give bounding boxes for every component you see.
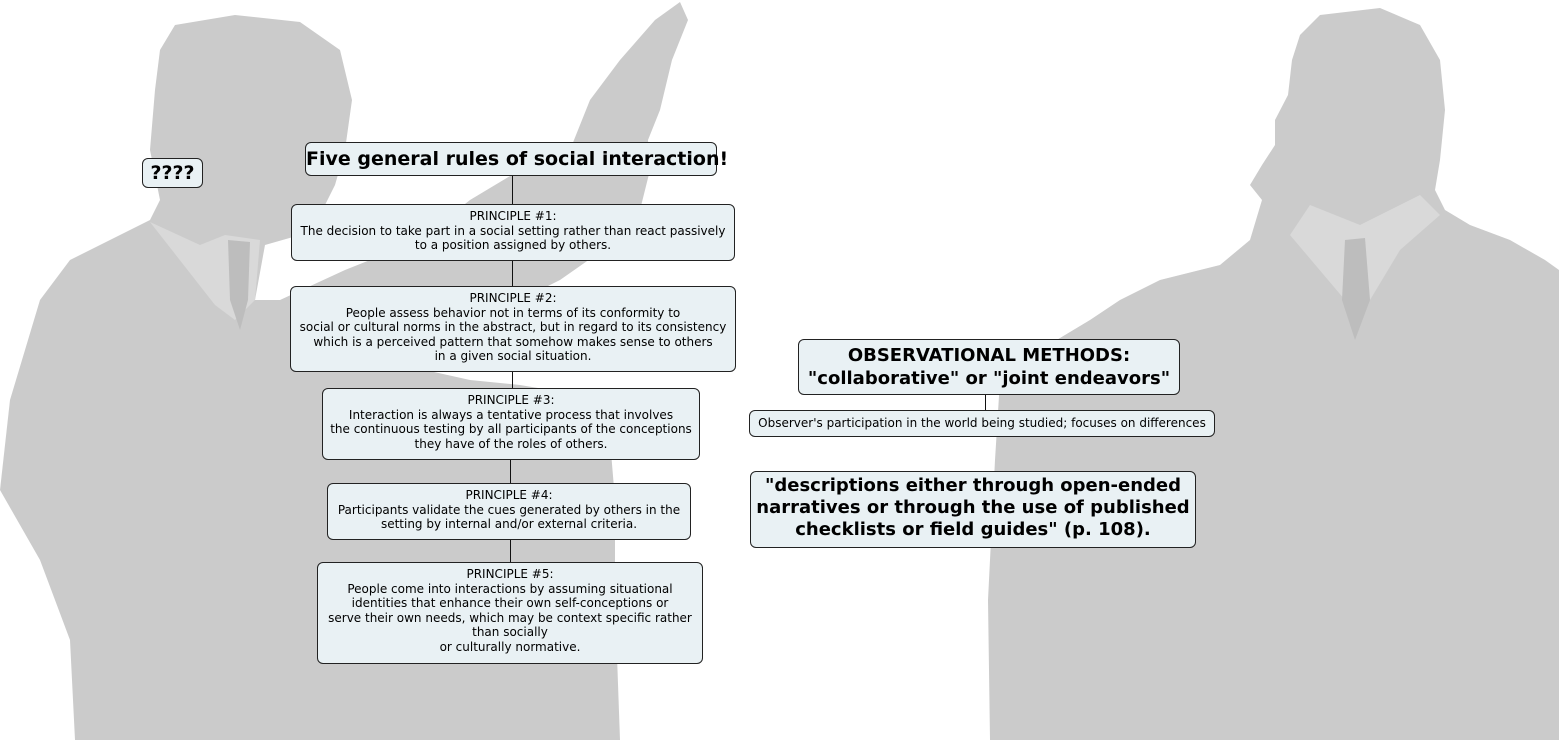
principle-3-line: Interaction is always a tentative process that involves — [348, 407, 674, 422]
observational-methods-title: OBSERVATIONAL METHODS: — [847, 345, 1131, 366]
principle-2-node[interactable] — [290, 286, 736, 372]
connector-p2-p3 — [512, 371, 513, 389]
principle-5-line: or culturally normative. — [439, 639, 581, 654]
principle-5-line: serve their own needs, which may be context specific rather — [328, 610, 692, 625]
question-node[interactable] — [142, 158, 203, 188]
connector-p4-p5 — [510, 539, 511, 563]
principle-3-line: the continuous testing by all participants of the conceptions — [330, 422, 692, 437]
quote-node[interactable] — [750, 471, 1196, 548]
connector-p1-p2 — [512, 260, 513, 287]
connector-observational-detail — [985, 395, 986, 410]
quote-line: narratives or through the use of published — [756, 497, 1190, 518]
quote-line: checklists or field guides" (p. 108). — [795, 519, 1151, 540]
observational-detail-node[interactable] — [749, 410, 1215, 437]
principle-1-node[interactable] — [291, 204, 735, 261]
connector-p3-p4 — [510, 459, 511, 483]
principle-2-line: in a given social situation. — [434, 349, 592, 364]
principle-5-line: identities that enhance their own self-conceptions or — [351, 596, 669, 611]
quote-line: "descriptions either through open-ended — [764, 475, 1182, 496]
observational-methods-subtitle: "collaborative" or "joint endeavors" — [807, 368, 1171, 389]
principle-4-node[interactable] — [327, 483, 691, 540]
principle-5-heading: PRINCIPLE #5: — [466, 567, 554, 581]
principle-2-heading: PRINCIPLE #2: — [469, 291, 557, 305]
principle-2-line: which is a perceived pattern that somehow makes sense to others — [313, 334, 713, 349]
question-text: ???? — [150, 162, 195, 184]
connector-title-p1 — [512, 176, 513, 204]
observational-methods-node[interactable] — [798, 339, 1180, 395]
principle-4-line: Participants validate the cues generated by others in the — [337, 502, 681, 517]
principle-2-line: social or cultural norms in the abstract, but in regard to its consistency — [299, 320, 727, 335]
principle-5-line: than socially — [472, 625, 548, 640]
principle-3-heading: PRINCIPLE #3: — [467, 393, 555, 407]
principle-1-line: to a position assigned by others. — [414, 238, 612, 253]
principle-4-line: setting by internal and/or external criteria. — [380, 517, 638, 532]
principle-2-line: People assess behavior not in terms of its conformity to — [345, 305, 681, 320]
title-node[interactable] — [305, 142, 729, 176]
principle-3-node[interactable] — [322, 388, 700, 460]
principle-5-node[interactable] — [317, 562, 703, 664]
title-text: Five general rules of social interaction! — [306, 148, 729, 170]
observational-detail-text: Observer's participation in the world being studied; focuses on differences — [758, 416, 1206, 430]
principle-4-heading: PRINCIPLE #4: — [465, 488, 553, 502]
principle-3-line: they have of the roles of others. — [414, 436, 608, 451]
principle-1-line: The decision to take part in a social setting rather than react passively — [300, 223, 726, 238]
principle-5-line: People come into interactions by assuming situational — [347, 581, 673, 596]
principle-1-heading: PRINCIPLE #1: — [469, 209, 557, 223]
